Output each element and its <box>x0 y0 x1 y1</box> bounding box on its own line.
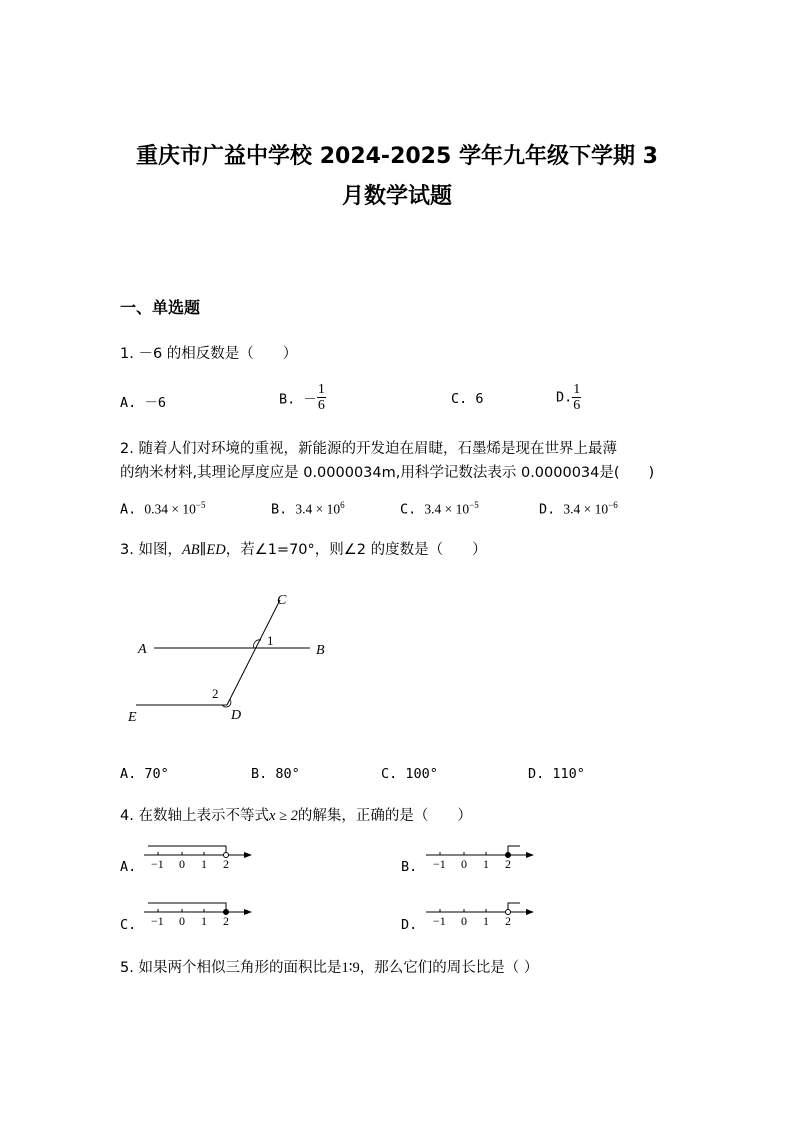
label-d: D <box>231 708 242 723</box>
q3-option-a: A. 70° <box>120 766 169 782</box>
question-2-stem-line1: 2. 随着人们对环境的重视，新能源的开发迫在眉睫，石墨烯是现在世界上最薄 <box>120 441 617 457</box>
tick-label: 0 <box>179 857 185 871</box>
tick-label: 1 <box>201 857 207 871</box>
tick-label: 2 <box>505 914 511 928</box>
tick-label: −1 <box>151 914 164 928</box>
q4-option-d-label: D. <box>401 917 418 933</box>
arrow-head-icon <box>526 852 534 858</box>
q4-option-b-number-line <box>422 838 537 874</box>
label-angle-2: 2 <box>212 686 219 701</box>
q2-option-b: B. $3.4 \times 10^6$ <box>271 500 345 518</box>
tick-label: 2 <box>505 857 511 871</box>
section-heading: 一、单选题 <box>120 298 201 317</box>
tick-label: 0 <box>461 914 467 928</box>
q2-option-a: A. $0.34 \times 10^{-5}$ <box>120 500 206 518</box>
tick-label: 1 <box>201 914 207 928</box>
fraction: $\frac{1}{6}$ <box>573 382 581 413</box>
question-4-stem: 4. 在数轴上表示不等式x ≥ 2的解集，正确的是（ ） <box>120 808 472 824</box>
q3-option-c: C. 100° <box>381 766 438 782</box>
label-b: B <box>316 643 325 658</box>
q4-option-d-number-line <box>422 895 537 931</box>
tick-label: −1 <box>151 857 164 871</box>
fraction: $\frac{1}{6}$ <box>317 382 325 413</box>
q1-option-a: A. －6 <box>120 395 167 411</box>
question-5-stem: 5. 如果两个相似三角形的面积比是1∶9，那么它们的周长比是（ ） <box>120 960 539 976</box>
exam-title-line1: 重庆市广益中学校 2024-2025 学年九年级下学期 3 <box>136 144 658 169</box>
question-3-stem: 3. 如图，AB∥ED，若∠1=70°，则∠2 的度数是（ ） <box>120 542 487 558</box>
q1-option-d: D. $\frac{1}{6}$ <box>556 382 581 413</box>
arrow-head-icon <box>244 852 252 858</box>
q3-option-b: B. 80° <box>251 766 300 782</box>
label-c: C <box>277 593 287 608</box>
q1-option-c: C. 6 <box>451 391 484 407</box>
q4-option-b-label: B. <box>401 859 418 875</box>
tick-label: 0 <box>179 914 185 928</box>
q2-option-c: C. $3.4 \times 10^{-5}$ <box>400 500 479 518</box>
transversal-dc <box>227 600 280 705</box>
q1-option-b: B. － $\frac{1}{6}$ <box>279 382 325 413</box>
q4-option-a-number-line <box>140 838 255 874</box>
q2-option-d: D. $3.4 \times 10^{-6}$ <box>539 500 618 518</box>
tick-label: 2 <box>223 857 229 871</box>
label-a: A <box>138 642 147 657</box>
q4-option-c-label: C. <box>120 917 137 933</box>
exam-title-line2: 月数学试题 <box>341 184 452 209</box>
label-angle-1: 1 <box>267 633 274 648</box>
question-1-stem: 1. －6 的相反数是（ ） <box>120 346 298 362</box>
parallel-lines-figure <box>120 585 340 730</box>
question-2-stem-line2: 的纳米材料,其理论厚度应是 0.0000034m,用科学记数法表示 0.0000034是( ) <box>120 465 655 481</box>
label-e: E <box>128 710 137 725</box>
arrow-head-icon <box>244 909 252 915</box>
arrow-head-icon <box>526 909 534 915</box>
tick-label: 1 <box>483 914 489 928</box>
q3-option-d: D. 110° <box>528 766 585 782</box>
tick-label: −1 <box>433 914 446 928</box>
tick-label: −1 <box>433 857 446 871</box>
tick-label: 0 <box>461 857 467 871</box>
tick-label: 2 <box>223 914 229 928</box>
tick-label: 1 <box>483 857 489 871</box>
q4-option-a-label: A. <box>120 859 137 875</box>
q4-option-c-number-line <box>140 895 255 931</box>
